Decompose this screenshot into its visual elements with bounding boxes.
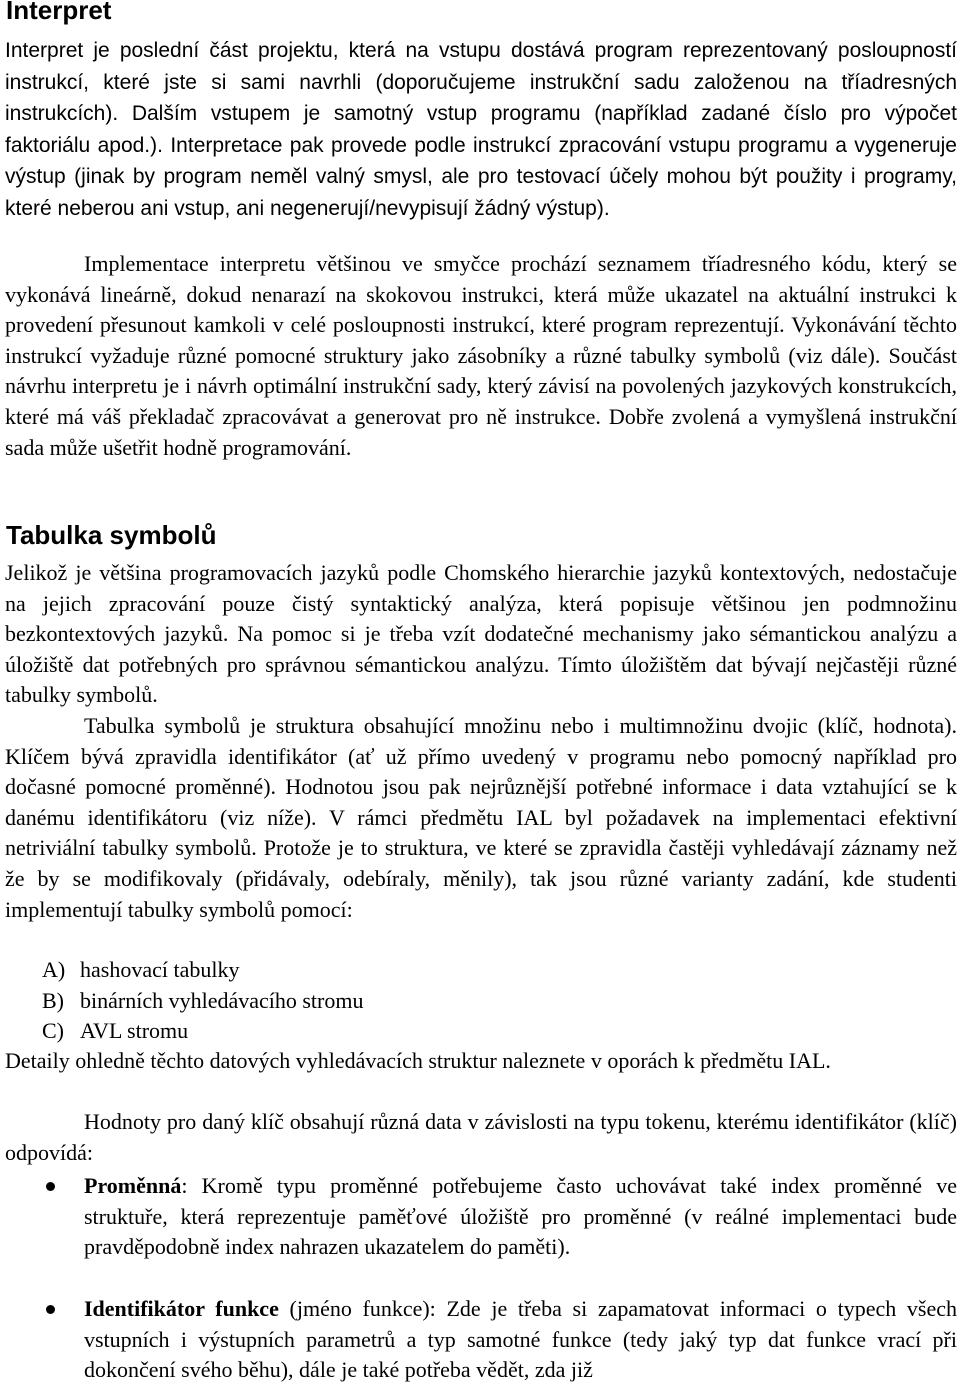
list-marker: A) [42,957,66,982]
list-item-text: binárních vyhledávacího stromu [80,987,364,1013]
bullet-term: Identifikátor funkce [84,1296,279,1321]
bullet-text: (jméno funkce): Zde je třeba si zapamatovat informaci o typech všech vstupních i výstupních parametrů a typ samotné funkce (tedy jaký typ dat funkce vrací při dokončení svého běhu), dále je také potřeba vědět, zda již [84,1296,957,1383]
paragraph-interpret-intro [5,35,957,225]
section-heading-interpret: Interpret [6,0,112,25]
paragraph-details: Detaily ohledně těchto datových vyhledávacích struktur naleznete v oporách k předmětu IAL. [5,1048,831,1073]
paragraph-interpret-intro-part-a: Interpret je poslední část projektu, která na vstupu dostává program reprezentovaný posloupností instrukcí, které jste si sami navrhli (doporučujeme instrukční sadu založenou na tříadresných instrukcích). Dalším vstupem je samotný vstup programu (například zadané číslo pro výpočet faktoriálu apod.). [5,39,957,157]
list-item-text: hashovací tabulky [80,957,240,982]
bullet-list [0,1171,960,1263]
list-marker: B) [42,987,64,1013]
list-item [42,1016,363,1047]
implementation-options-list [42,955,363,1047]
list-item [42,986,363,1017]
paragraph-symbol-table-definition: Tabulka symbolů je struktura obsahující množinu nebo i multimnožinu dvojic (klíč, hodnota). Klíčem bývá zpravidla identifikátor (ať už přímo uvedený v programu nebo pomocný například pro dočasné pomocné proměnné). Hodnotou jsou pak nejrůznější potřebné informace i data vztahující se k danému identifikátoru (viz níže). V rámci předmětu IAL byl požadavek na implementaci efektivní netriviální tabulky symbolů. Protože je to struktura, ve které se zpravidla častěji vyhledávají záznamy než že by se modifikovaly (přidávaly, odebíraly, měnily), tak jsou různé varianty zadání, kde studenti implementují tabulky symbolů pomocí: [5,713,957,922]
bullet-text: : Kromě typu proměnné potřebujeme často uchovávat také index proměnné ve struktuře, která reprezentuje paměťové úložiště pro proměnné (v reálné implementaci bude pravděpodobně index nahrazen ukazatelem do paměti). [84,1173,957,1260]
bullet-icon [46,1305,55,1314]
bullet-list [0,1294,960,1386]
list-item-text: AVL stromu [80,1018,189,1044]
list-marker: C) [42,1018,64,1044]
paragraph-interpret-implementation: Implementace interpretu většinou ve smyčce prochází seznamem tříadresného kódu, který se vykonává lineárně, dokud nenarazí na skokovou instrukci, která může ukazatel na aktuální instrukci k provedení přesunout kamkoli v celé posloupnosti instrukcí, které program reprezentují. Vykonávání těchto instrukcí vyžaduje různé pomocné struktury jako zásobníky a různé tabulky symbolů (viz dále). Součást návrhu interpretu je i návrh optimální instrukční sady, který závisí na povolených jazykových konstrukcích, které má váš překladač zpracovávat a generovat pro ně instrukce. Dobře zvolená a vymyšlená instrukční sada může ušetřit hodně programování. [5,251,957,460]
bullet-item-function-identifier [0,1294,960,1386]
bullet-icon [46,1182,55,1191]
list-item [42,955,363,986]
paragraph-symbol-table-intro: Jelikož je většina programovacích jazyků podle Chomského hierarchie jazyků kontextových, nedostačuje na jejich zpracování pouze čistý syntaktický analýza, která popisuje většinou jen podmnožinu bezkontextových jazyků. Na pomoc si je třeba vzít dodatečné mechanismy jako sémantickou analýzu a úložiště dat potřebných pro správnou sémantickou analýzu. Tímto úložištěm dat bývají nejčastěji různé tabulky symbolů. [5,560,957,708]
bullet-item-variable [0,1171,960,1263]
section-heading-symbol-table: Tabulka symbolů [6,520,217,550]
bullet-term: Proměnná [84,1173,182,1198]
paragraph-values: Hodnoty pro daný klíč obsahují různá data v závislosti na typu tokenu, kterému identifikátor (klíč) odpovídá: [5,1109,957,1165]
paragraph-interpret-intro-part-b: Interpretace pak provede podle instrukcí zpracování vstupu programu a vygeneruje výstup (jinak by program neměl valný smysl, ale pro testovací účely mohou být použity i programy, které neberou ani vstup, ani negenerují/nevypisují žádný výstup). [5,133,957,220]
